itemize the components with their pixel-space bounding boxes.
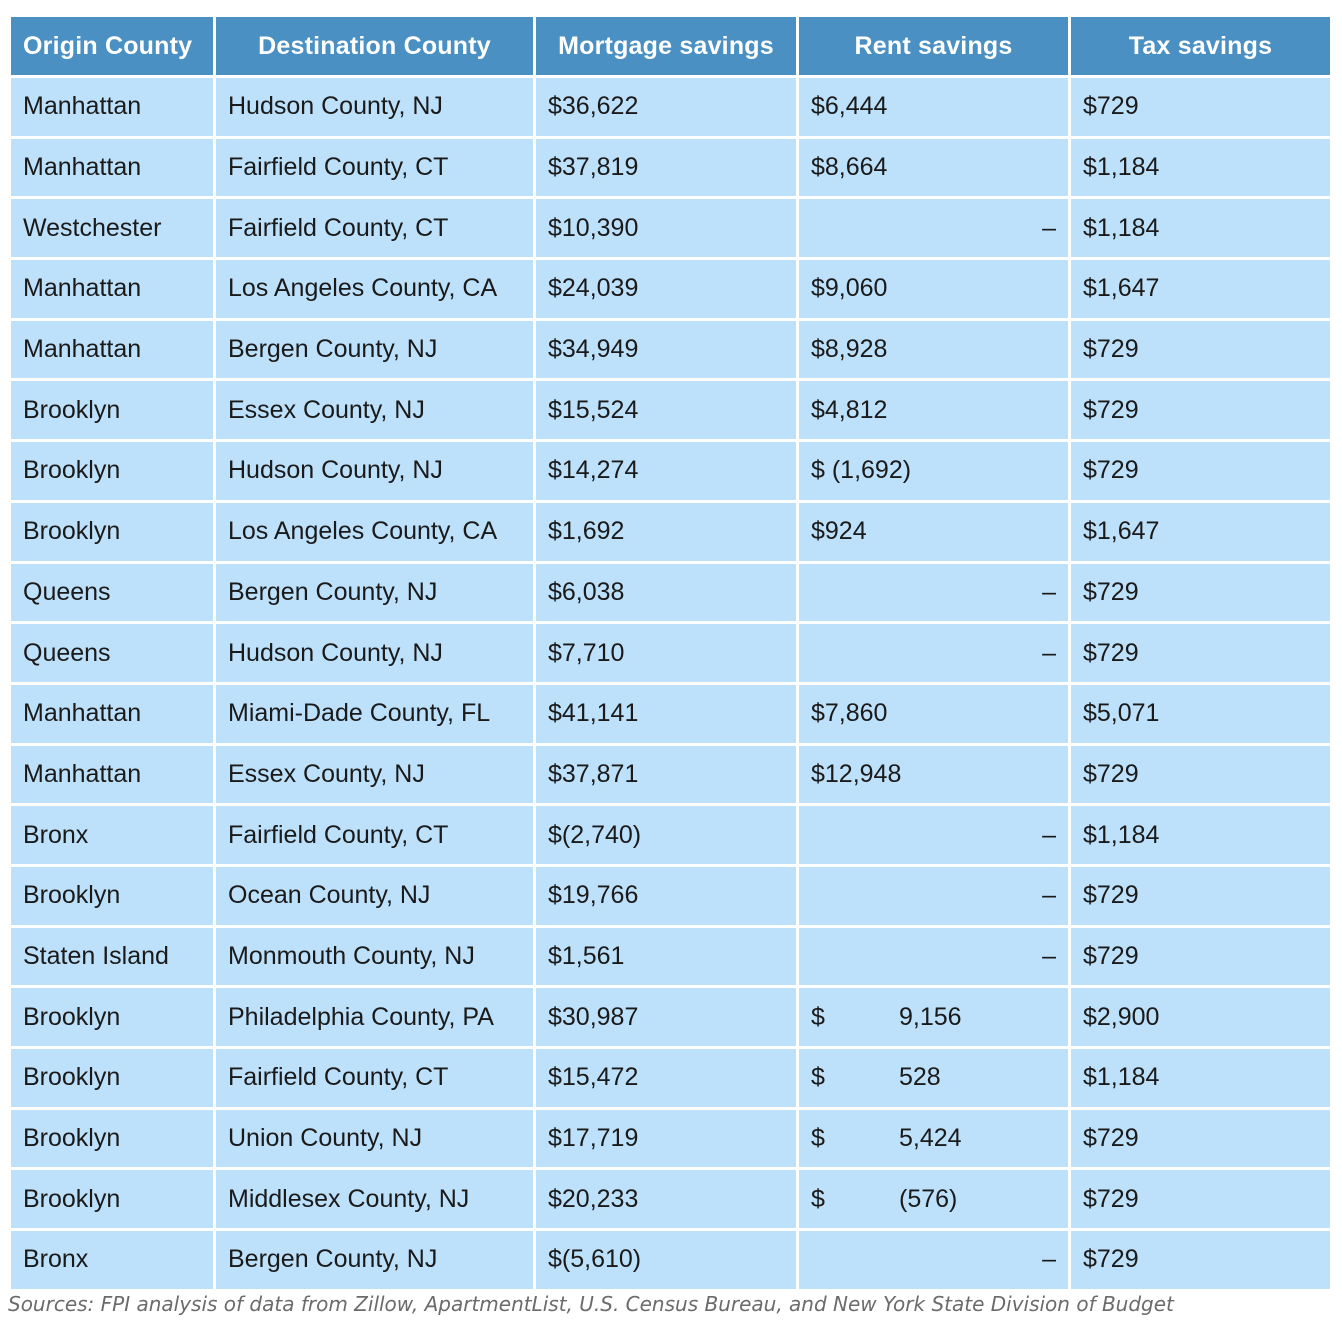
rent-cell: –	[798, 865, 1070, 926]
tax-cell: $729	[1070, 865, 1332, 926]
table-row	[10, 744, 1332, 805]
rent-cell: $6,444	[798, 77, 1070, 138]
origin-cell: Queens	[10, 562, 215, 623]
mortgage-cell: $1,692	[535, 501, 798, 562]
rent-currency: $	[811, 1002, 825, 1031]
mortgage-cell: $37,871	[535, 744, 798, 805]
table-row	[10, 441, 1332, 502]
rent-amount: 528	[899, 1063, 941, 1092]
mortgage-cell: $15,472	[535, 1048, 798, 1109]
header-destination-county: Destination County	[215, 16, 535, 77]
header-mortgage-savings: Mortgage savings	[535, 16, 798, 77]
destination-cell: Hudson County, NJ	[215, 441, 535, 502]
table-row	[10, 987, 1332, 1048]
tax-cell: $729	[1070, 623, 1332, 684]
destination-cell: Fairfield County, CT	[215, 137, 535, 198]
tax-cell: $5,071	[1070, 683, 1332, 744]
table-row	[10, 1108, 1332, 1169]
source-note: Sources: FPI analysis of data from Zillow, ApartmentList, U.S. Census Bureau, and New York State Division of Budget	[8, 1292, 1174, 1316]
destination-cell: Philadelphia County, PA	[215, 987, 535, 1048]
destination-cell: Bergen County, NJ	[215, 319, 535, 380]
origin-cell: Brooklyn	[10, 1108, 215, 1169]
destination-cell: Hudson County, NJ	[215, 77, 535, 138]
tax-cell: $729	[1070, 926, 1332, 987]
table-row	[10, 805, 1332, 866]
mortgage-cell: $14,274	[535, 441, 798, 502]
origin-cell: Brooklyn	[10, 865, 215, 926]
header-tax-savings: Tax savings	[1070, 16, 1332, 77]
origin-cell: Manhattan	[10, 137, 215, 198]
mortgage-cell: $41,141	[535, 683, 798, 744]
origin-cell: Bronx	[10, 1230, 215, 1291]
origin-cell: Manhattan	[10, 683, 215, 744]
rent-cell: $7,860	[798, 683, 1070, 744]
table-row	[10, 1048, 1332, 1109]
destination-cell: Los Angeles County, CA	[215, 501, 535, 562]
tax-cell: $1,184	[1070, 137, 1332, 198]
destination-cell: Monmouth County, NJ	[215, 926, 535, 987]
table-row	[10, 1169, 1332, 1230]
origin-cell: Manhattan	[10, 259, 215, 320]
tax-cell: $729	[1070, 1169, 1332, 1230]
destination-cell: Essex County, NJ	[215, 380, 535, 441]
rent-cell: –	[798, 805, 1070, 866]
table-row	[10, 1230, 1332, 1291]
mortgage-cell: $7,710	[535, 623, 798, 684]
mortgage-cell: $15,524	[535, 380, 798, 441]
origin-cell: Brooklyn	[10, 501, 215, 562]
rent-currency: $	[811, 1063, 825, 1092]
mortgage-cell: $30,987	[535, 987, 798, 1048]
rent-currency: $	[811, 1124, 825, 1153]
rent-cell	[798, 1169, 1070, 1230]
rent-cell: –	[798, 198, 1070, 259]
origin-cell: Westchester	[10, 198, 215, 259]
rent-cell: $4,812	[798, 380, 1070, 441]
origin-cell: Bronx	[10, 805, 215, 866]
table-row	[10, 77, 1332, 138]
mortgage-cell: $37,819	[535, 137, 798, 198]
rent-cell: $924	[798, 501, 1070, 562]
rent-cell: –	[798, 623, 1070, 684]
tax-cell: $729	[1070, 441, 1332, 502]
tax-cell: $729	[1070, 1108, 1332, 1169]
table-row	[10, 319, 1332, 380]
tax-cell: $2,900	[1070, 987, 1332, 1048]
mortgage-cell: $6,038	[535, 562, 798, 623]
origin-cell: Manhattan	[10, 319, 215, 380]
table-row	[10, 137, 1332, 198]
rent-cell: –	[798, 562, 1070, 623]
mortgage-cell: $36,622	[535, 77, 798, 138]
savings-table	[8, 14, 1333, 1292]
table-row	[10, 683, 1332, 744]
tax-cell: $1,184	[1070, 1048, 1332, 1109]
table-row	[10, 501, 1332, 562]
origin-cell: Brooklyn	[10, 987, 215, 1048]
tax-cell: $729	[1070, 1230, 1332, 1291]
rent-currency: $	[811, 1184, 825, 1213]
tax-cell: $729	[1070, 77, 1332, 138]
header-rent-savings: Rent savings	[798, 16, 1070, 77]
rent-cell: $9,060	[798, 259, 1070, 320]
tax-cell: $729	[1070, 744, 1332, 805]
destination-cell: Bergen County, NJ	[215, 1230, 535, 1291]
mortgage-cell: $19,766	[535, 865, 798, 926]
tax-cell: $1,184	[1070, 805, 1332, 866]
origin-cell: Manhattan	[10, 744, 215, 805]
table-body	[10, 77, 1332, 1291]
origin-cell: Brooklyn	[10, 380, 215, 441]
destination-cell: Hudson County, NJ	[215, 623, 535, 684]
rent-amount: 9,156	[899, 1002, 962, 1031]
mortgage-cell: $17,719	[535, 1108, 798, 1169]
header-row	[10, 16, 1332, 77]
table-row	[10, 865, 1332, 926]
rent-cell: $8,928	[798, 319, 1070, 380]
destination-cell: Miami-Dade County, FL	[215, 683, 535, 744]
tax-cell: $729	[1070, 380, 1332, 441]
rent-cell: $12,948	[798, 744, 1070, 805]
destination-cell: Fairfield County, CT	[215, 198, 535, 259]
rent-cell: –	[798, 926, 1070, 987]
table-row	[10, 198, 1332, 259]
mortgage-cell: $24,039	[535, 259, 798, 320]
table-row	[10, 623, 1332, 684]
mortgage-cell: $34,949	[535, 319, 798, 380]
destination-cell: Ocean County, NJ	[215, 865, 535, 926]
origin-cell: Manhattan	[10, 77, 215, 138]
header-origin-county: Origin County	[10, 16, 215, 77]
destination-cell: Union County, NJ	[215, 1108, 535, 1169]
destination-cell: Middlesex County, NJ	[215, 1169, 535, 1230]
mortgage-cell: $(2,740)	[535, 805, 798, 866]
origin-cell: Brooklyn	[10, 441, 215, 502]
tax-cell: $1,647	[1070, 259, 1332, 320]
mortgage-cell: $(5,610)	[535, 1230, 798, 1291]
mortgage-cell: $20,233	[535, 1169, 798, 1230]
rent-cell: –	[798, 1230, 1070, 1291]
mortgage-cell: $10,390	[535, 198, 798, 259]
destination-cell: Bergen County, NJ	[215, 562, 535, 623]
rent-cell: $8,664	[798, 137, 1070, 198]
table-row	[10, 562, 1332, 623]
rent-cell	[798, 1108, 1070, 1169]
destination-cell: Los Angeles County, CA	[215, 259, 535, 320]
rent-amount: (576)	[899, 1184, 958, 1213]
destination-cell: Essex County, NJ	[215, 744, 535, 805]
table-row	[10, 259, 1332, 320]
destination-cell: Fairfield County, CT	[215, 805, 535, 866]
rent-cell	[798, 987, 1070, 1048]
origin-cell: Brooklyn	[10, 1169, 215, 1230]
rent-cell: $ (1,692)	[798, 441, 1070, 502]
table-row	[10, 380, 1332, 441]
tax-cell: $729	[1070, 319, 1332, 380]
tax-cell: $1,184	[1070, 198, 1332, 259]
table-header	[10, 16, 1332, 77]
origin-cell: Queens	[10, 623, 215, 684]
tax-cell: $1,647	[1070, 501, 1332, 562]
table-row	[10, 926, 1332, 987]
rent-cell	[798, 1048, 1070, 1109]
mortgage-cell: $1,561	[535, 926, 798, 987]
destination-cell: Fairfield County, CT	[215, 1048, 535, 1109]
origin-cell: Staten Island	[10, 926, 215, 987]
origin-cell: Brooklyn	[10, 1048, 215, 1109]
tax-cell: $729	[1070, 562, 1332, 623]
rent-amount: 5,424	[899, 1124, 962, 1153]
